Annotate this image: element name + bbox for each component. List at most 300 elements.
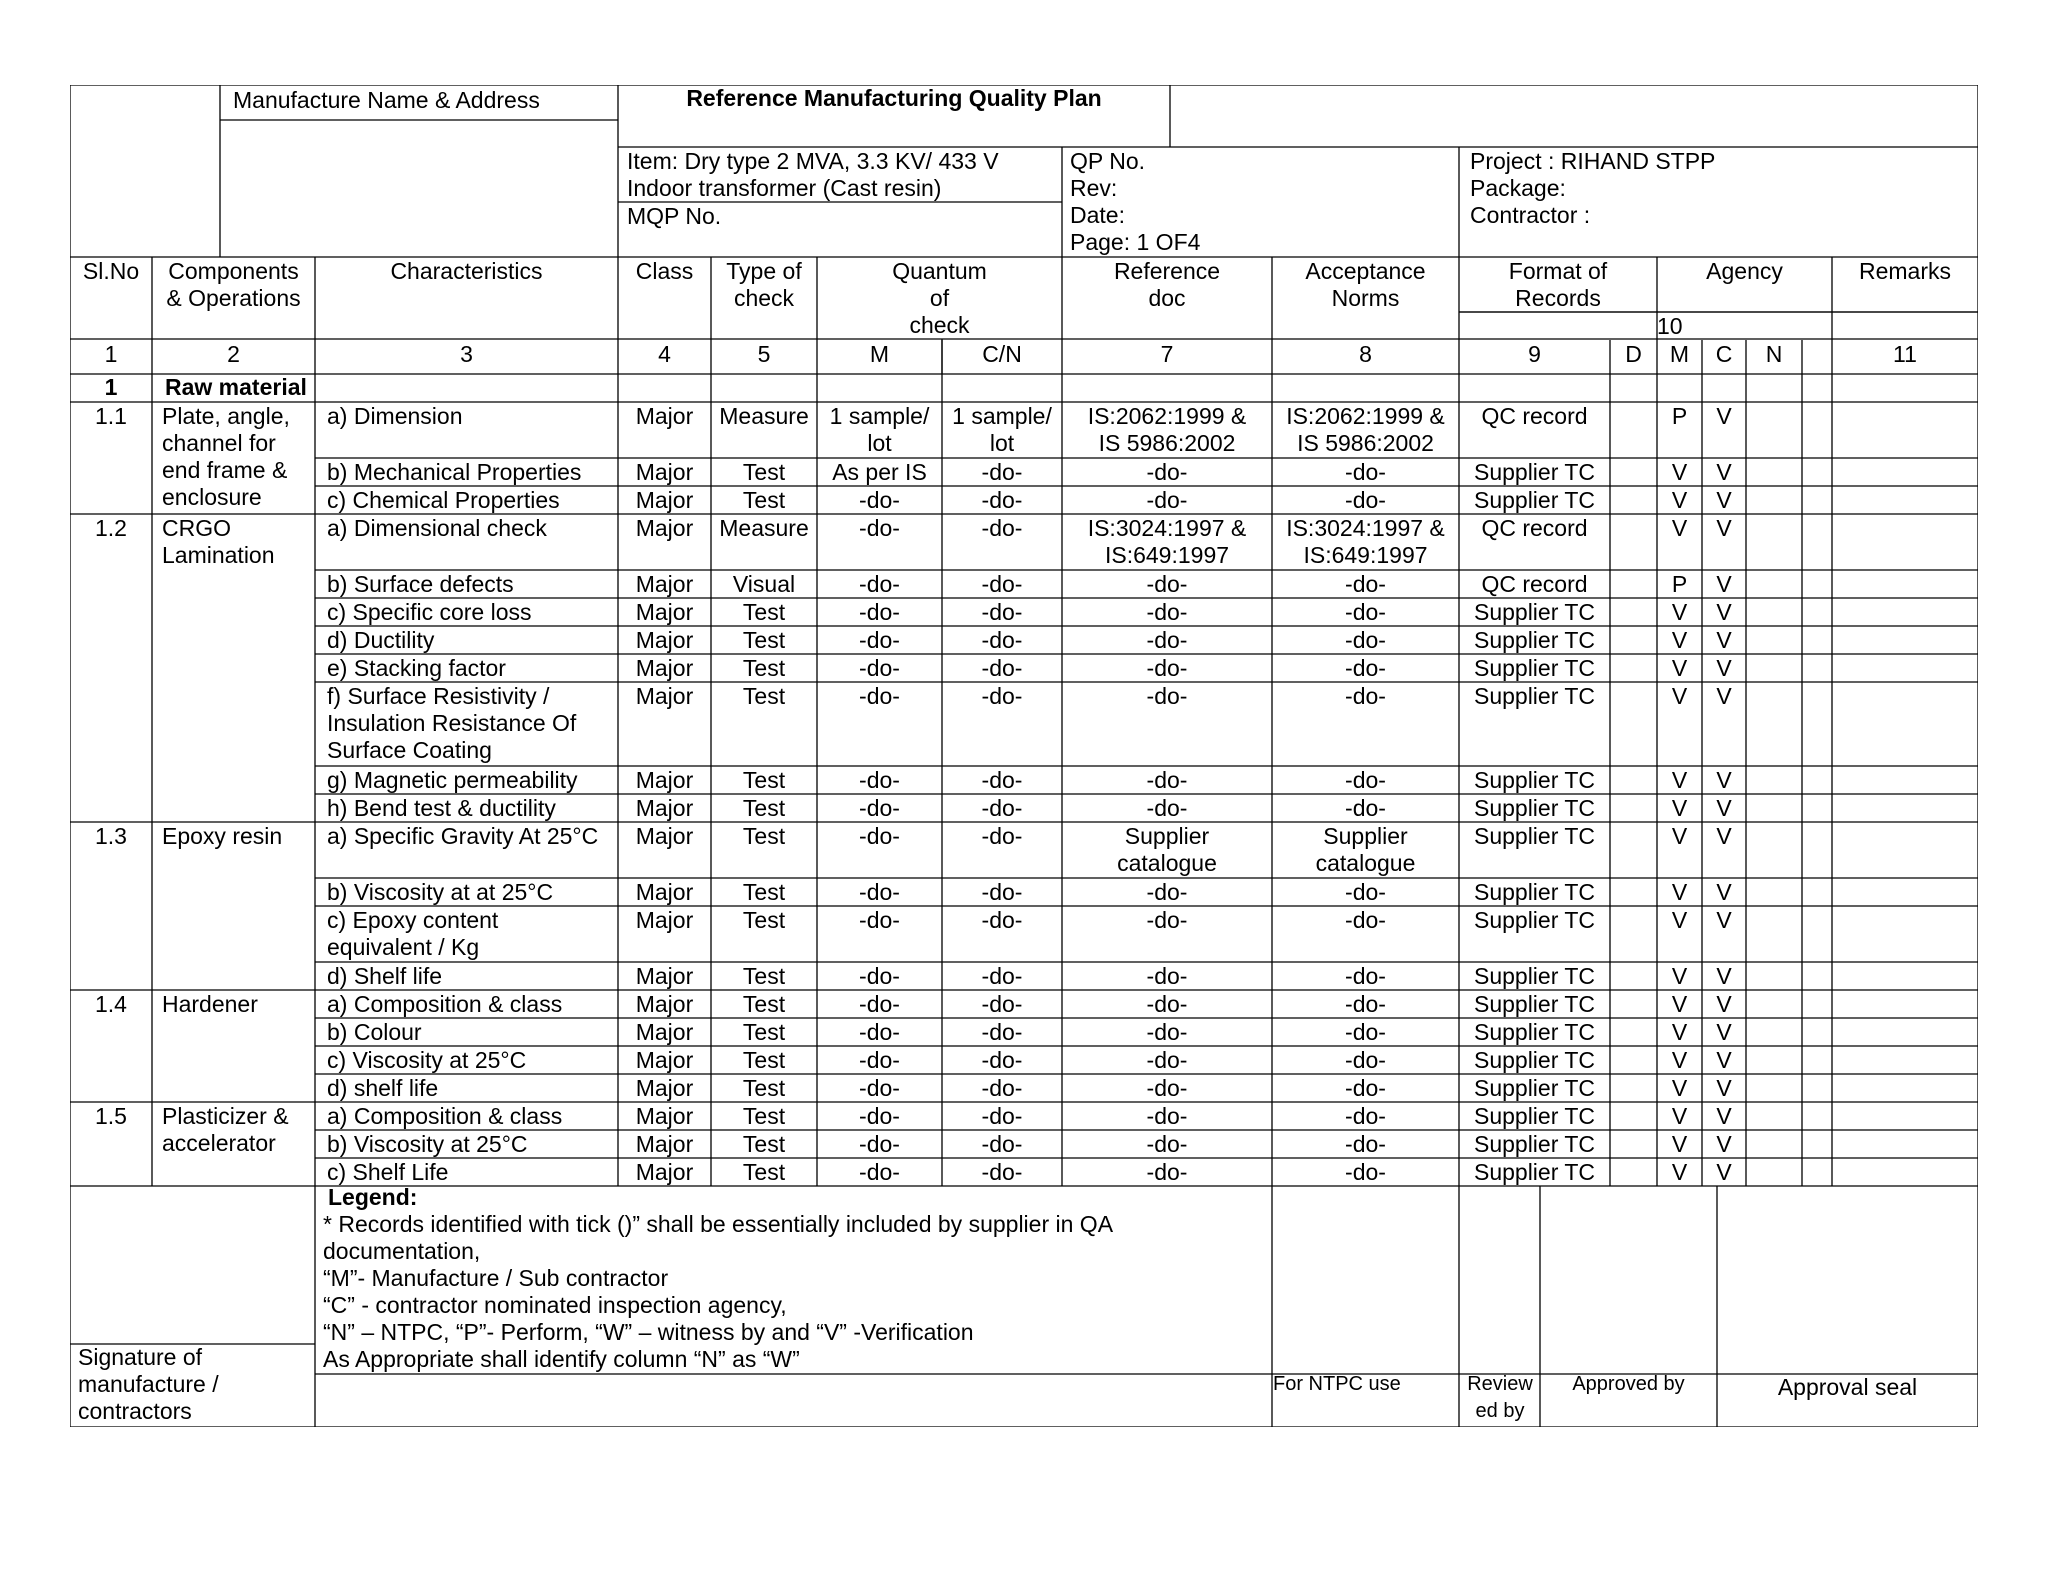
agency-c: V <box>1716 907 1732 933</box>
record-format: QC record <box>1481 571 1588 597</box>
quantum-m: -do- <box>859 823 900 849</box>
agency-m: V <box>1671 879 1688 905</box>
acceptance-norm: -do- <box>1345 1103 1386 1129</box>
check-type: Test <box>742 487 786 513</box>
class-value: Major <box>635 487 694 513</box>
agency-c: V <box>1716 963 1732 989</box>
characteristic: c) Epoxy content <box>327 907 499 933</box>
quantum-m: As per IS <box>832 459 927 485</box>
col-quantum: check <box>909 312 970 338</box>
manufacturer-label: Manufacture Name & Address <box>233 87 540 113</box>
quantum-m: -do- <box>859 599 900 625</box>
record-format: Supplier TC <box>1473 1131 1596 1157</box>
characteristic: c) Shelf Life <box>327 1159 449 1185</box>
agency-m: V <box>1671 655 1688 681</box>
approval-seal: Approval seal <box>1777 1374 1918 1400</box>
col-agency-number: 10 <box>1657 313 1683 339</box>
mqp-number: MQP No. <box>627 203 722 229</box>
class-value: Major <box>635 1131 694 1157</box>
agency-c: V <box>1716 627 1732 653</box>
quantum-cn: -do- <box>981 823 1023 849</box>
characteristic: b) Surface defects <box>327 571 514 597</box>
check-type: Test <box>742 1047 786 1073</box>
acceptance-norm: -do- <box>1345 627 1386 653</box>
col-reference-doc: Reference <box>1113 258 1221 284</box>
quantum-cn: -do- <box>981 627 1023 653</box>
reference-doc: -do- <box>1146 459 1188 485</box>
quantum-cn: -do- <box>981 879 1023 905</box>
reviewed-by: Review <box>1467 1373 1533 1395</box>
group-component: Epoxy resin <box>162 823 283 849</box>
group-component: Plate, angle, <box>162 403 290 429</box>
quantum-cn: -do- <box>981 655 1023 681</box>
agency-m: P <box>1671 571 1688 597</box>
group-number: 1.5 <box>95 1103 127 1129</box>
quantum-m: -do- <box>859 795 900 821</box>
reference-doc: -do- <box>1146 655 1188 681</box>
class-value: Major <box>635 767 694 793</box>
agency-c: V <box>1716 1019 1732 1045</box>
col-slno: Sl.No <box>82 258 140 284</box>
reference-doc: -do- <box>1146 1103 1188 1129</box>
class-value: Major <box>635 1159 694 1185</box>
group-number: 1.4 <box>95 991 127 1017</box>
quantum-m: -do- <box>859 1019 900 1045</box>
acceptance-norm: Supplier <box>1323 823 1408 849</box>
col-number: C <box>1715 341 1733 367</box>
characteristic: h) Bend test & ductility <box>327 795 556 821</box>
agency-m: V <box>1671 599 1688 625</box>
record-format: Supplier TC <box>1473 907 1596 933</box>
acceptance-norm: -do- <box>1345 571 1386 597</box>
col-class: Class <box>635 258 694 284</box>
col-number: M <box>869 341 890 367</box>
characteristic: c) Chemical Properties <box>327 487 560 513</box>
characteristic: a) Dimensional check <box>327 515 547 541</box>
acceptance-norm: -do- <box>1345 1019 1386 1045</box>
characteristic: b) Viscosity at 25°C <box>327 1131 528 1157</box>
reference-doc: -do- <box>1146 1131 1188 1157</box>
col-characteristics: Characteristics <box>390 258 543 284</box>
acceptance-norm: -do- <box>1345 767 1386 793</box>
characteristic: a) Composition & class <box>327 991 563 1017</box>
agency-c: V <box>1716 991 1732 1017</box>
characteristic: a) Composition & class <box>327 1103 563 1129</box>
record-format: QC record <box>1481 403 1588 429</box>
characteristic: a) Specific Gravity At 25°C <box>327 823 599 849</box>
check-type: Visual <box>732 571 796 597</box>
quantum-m: -do- <box>859 963 900 989</box>
col-number: N <box>1765 341 1783 367</box>
characteristic: e) Stacking factor <box>327 655 506 681</box>
col-type-of-check: Type of <box>726 258 802 284</box>
record-format: Supplier TC <box>1473 991 1596 1017</box>
agency-m: P <box>1671 403 1688 429</box>
agency-c: V <box>1716 879 1732 905</box>
record-format: QC record <box>1481 515 1588 541</box>
record-format: Supplier TC <box>1473 795 1596 821</box>
signature-label: manufacture / <box>78 1371 219 1397</box>
qp-number: QP No. <box>1070 148 1145 174</box>
group-component: end frame & <box>162 457 288 483</box>
agency-m: V <box>1671 1019 1688 1045</box>
col-number: 9 <box>1528 341 1541 367</box>
group-component: Plasticizer & <box>162 1103 289 1129</box>
acceptance-norm: -do- <box>1345 991 1386 1017</box>
reference-doc: -do- <box>1146 991 1188 1017</box>
record-format: Supplier TC <box>1473 627 1596 653</box>
quantum-m: -do- <box>859 991 900 1017</box>
agency-m: V <box>1671 683 1688 709</box>
agency-c: V <box>1716 487 1732 513</box>
signature-label: Signature of <box>78 1344 203 1370</box>
characteristic: c) Specific core loss <box>327 599 532 625</box>
col-quantum: of <box>929 285 950 311</box>
quantum-m: -do- <box>859 655 900 681</box>
check-type: Test <box>742 599 786 625</box>
agency-c: V <box>1716 823 1732 849</box>
reference-doc: -do- <box>1146 907 1188 933</box>
reference-doc: -do- <box>1146 487 1188 513</box>
for-ntpc-use: For NTPC use <box>1273 1373 1401 1395</box>
group-component: Lamination <box>162 542 275 568</box>
reference-doc: -do- <box>1146 1019 1188 1045</box>
quantum-cn: -do- <box>981 683 1023 709</box>
col-number: 7 <box>1160 341 1174 367</box>
characteristic: g) Magnetic permeability <box>327 767 578 793</box>
col-number: C/N <box>982 341 1022 367</box>
record-format: Supplier TC <box>1473 1075 1596 1101</box>
quantum-cn: -do- <box>981 963 1023 989</box>
acceptance-norm: -do- <box>1345 655 1386 681</box>
agency-m: V <box>1671 1075 1688 1101</box>
record-format: Supplier TC <box>1473 1047 1596 1073</box>
record-format: Supplier TC <box>1473 1159 1596 1185</box>
check-type: Test <box>742 907 786 933</box>
reference-doc: IS:649:1997 <box>1104 542 1230 568</box>
quantum-cn: -do- <box>981 991 1023 1017</box>
class-value: Major <box>635 599 694 625</box>
page-title: Reference Manufacturing Quality Plan <box>686 85 1102 111</box>
group-number: 1.2 <box>95 515 127 541</box>
acceptance-norm: -do- <box>1345 1075 1386 1101</box>
check-type: Test <box>742 767 786 793</box>
agency-m: V <box>1671 963 1688 989</box>
col-number: 11 <box>1893 341 1917 367</box>
acceptance-norm: -do- <box>1345 1047 1386 1073</box>
class-value: Major <box>635 1103 694 1129</box>
agency-c: V <box>1716 767 1732 793</box>
quantum-cn: -do- <box>981 1019 1023 1045</box>
col-agency: Agency <box>1706 258 1783 284</box>
legend-title: Legend: <box>328 1184 418 1210</box>
col-reference-doc: doc <box>1148 285 1186 311</box>
characteristic: b) Mechanical Properties <box>327 459 582 485</box>
quantum-cn: -do- <box>981 907 1023 933</box>
quantum-m: -do- <box>859 487 900 513</box>
col-number: 2 <box>227 341 240 367</box>
section-number: 1 <box>104 374 118 400</box>
col-number: 5 <box>757 341 771 367</box>
reference-doc: -do- <box>1146 767 1188 793</box>
col-components: Components <box>168 258 299 284</box>
acceptance-norm: -do- <box>1345 1159 1386 1185</box>
characteristic: d) shelf life <box>327 1075 439 1101</box>
quantum-m: -do- <box>859 907 900 933</box>
acceptance-norm: IS 5986:2002 <box>1297 430 1434 456</box>
reference-doc: -do- <box>1146 599 1188 625</box>
characteristic: f) Surface Resistivity / <box>327 683 550 709</box>
quantum-cn: lot <box>989 430 1015 456</box>
quantum-cn: -do- <box>981 1047 1023 1073</box>
record-format: Supplier TC <box>1473 459 1596 485</box>
reviewed-by: ed by <box>1475 1400 1525 1422</box>
characteristic: Surface Coating <box>327 737 492 763</box>
acceptance-norm: -do- <box>1345 879 1386 905</box>
agency-m: V <box>1671 515 1688 541</box>
agency-c: V <box>1716 1047 1732 1073</box>
col-format-of-records: Format of <box>1508 258 1608 284</box>
agency-m: V <box>1671 1159 1688 1185</box>
quantum-cn: -do- <box>981 795 1023 821</box>
acceptance-norm: catalogue <box>1315 850 1416 876</box>
record-format: Supplier TC <box>1473 823 1596 849</box>
reference-doc: -do- <box>1146 963 1188 989</box>
characteristic: b) Colour <box>327 1019 422 1045</box>
quantum-cn: -do- <box>981 599 1023 625</box>
date: Date: <box>1070 202 1125 228</box>
quantum-cn: -do- <box>981 1075 1023 1101</box>
section-title: Raw material <box>165 374 307 400</box>
reference-doc: Supplier <box>1124 823 1210 849</box>
quantum-m: -do- <box>859 1075 900 1101</box>
class-value: Major <box>635 683 694 709</box>
record-format: Supplier TC <box>1473 879 1596 905</box>
characteristic: equivalent / Kg <box>327 934 480 960</box>
class-value: Major <box>635 795 694 821</box>
quantum-cn: -do- <box>981 515 1023 541</box>
reference-doc: catalogue <box>1117 850 1217 876</box>
group-component: accelerator <box>162 1130 276 1156</box>
reference-doc: -do- <box>1146 683 1188 709</box>
quantum-m: -do- <box>859 515 900 541</box>
record-format: Supplier TC <box>1473 1103 1596 1129</box>
acceptance-norm: -do- <box>1345 907 1386 933</box>
agency-m: V <box>1671 823 1688 849</box>
class-value: Major <box>635 1019 694 1045</box>
reference-doc: -do- <box>1146 879 1188 905</box>
col-type-of-check: check <box>733 285 795 311</box>
check-type: Test <box>742 655 786 681</box>
group-number: 1.3 <box>95 823 127 849</box>
approved-by: Approved by <box>1572 1373 1685 1395</box>
reference-doc: -do- <box>1146 795 1188 821</box>
package: Package: <box>1470 175 1566 201</box>
quantum-m: -do- <box>859 1131 900 1157</box>
legend-line: “N” – NTPC, “P”- Perform, “W” – witness by and “V” -Verification <box>323 1319 974 1345</box>
item-description: Item: Dry type 2 MVA, 3.3 KV/ 433 V <box>627 148 999 174</box>
col-number: 4 <box>658 341 671 367</box>
legend-line: “C” - contractor nominated inspection agency, <box>323 1292 787 1318</box>
reference-doc: -do- <box>1146 1159 1188 1185</box>
quantum-m: -do- <box>859 683 900 709</box>
acceptance-norm: IS:649:1997 <box>1303 542 1428 568</box>
agency-c: V <box>1716 1159 1732 1185</box>
class-value: Major <box>635 627 694 653</box>
check-type: Test <box>742 627 786 653</box>
agency-c: V <box>1716 571 1732 597</box>
agency-m: V <box>1671 1131 1688 1157</box>
agency-m: V <box>1671 907 1688 933</box>
class-value: Major <box>635 991 694 1017</box>
agency-m: V <box>1671 1047 1688 1073</box>
col-number: 8 <box>1359 341 1372 367</box>
record-format: Supplier TC <box>1473 683 1596 709</box>
check-type: Test <box>742 963 786 989</box>
check-type: Test <box>742 1159 786 1185</box>
class-value: Major <box>635 823 694 849</box>
agency-c: V <box>1716 795 1732 821</box>
check-type: Measure <box>719 515 809 541</box>
contractor: Contractor : <box>1470 202 1591 228</box>
legend-line: * Records identified with tick ()” shall be essentially included by supplier in QA <box>323 1211 1114 1237</box>
agency-m: V <box>1671 487 1688 513</box>
quantum-cn: -do- <box>981 767 1023 793</box>
agency-m: V <box>1671 767 1688 793</box>
quantum-m: 1 sample/ <box>829 403 930 429</box>
legend-line: As Appropriate shall identify column “N” as “W” <box>323 1346 800 1372</box>
agency-c: V <box>1716 1131 1732 1157</box>
agency-c: V <box>1716 459 1732 485</box>
quantum-cn: -do- <box>981 459 1023 485</box>
agency-c: V <box>1716 1103 1732 1129</box>
class-value: Major <box>635 515 694 541</box>
agency-c: V <box>1716 1075 1732 1101</box>
agency-c: V <box>1716 515 1732 541</box>
group-component: enclosure <box>162 484 262 510</box>
col-number: 3 <box>460 341 473 367</box>
check-type: Test <box>742 1103 786 1129</box>
reference-doc: -do- <box>1146 1075 1188 1101</box>
item-description: Indoor transformer (Cast resin) <box>627 175 942 201</box>
acceptance-norm: -do- <box>1345 963 1386 989</box>
signature-label: contractors <box>78 1398 192 1424</box>
check-type: Test <box>742 795 786 821</box>
quantum-cn: -do- <box>981 1103 1023 1129</box>
class-value: Major <box>635 571 694 597</box>
class-value: Major <box>635 907 694 933</box>
agency-c: V <box>1716 403 1732 429</box>
quantum-m: -do- <box>859 1103 900 1129</box>
characteristic: Insulation Resistance Of <box>327 710 577 736</box>
reference-doc: -do- <box>1146 571 1188 597</box>
reference-doc: IS:2062:1999 & <box>1087 403 1247 429</box>
quantum-m: -do- <box>859 879 900 905</box>
agency-m: V <box>1671 627 1688 653</box>
acceptance-norm: -do- <box>1345 487 1386 513</box>
quantum-cn: -do- <box>981 571 1023 597</box>
check-type: Test <box>742 879 786 905</box>
check-type: Test <box>742 823 786 849</box>
col-remarks: Remarks <box>1858 258 1951 284</box>
quantum-cn: 1 sample/ <box>952 403 1052 429</box>
class-value: Major <box>635 403 694 429</box>
agency-c: V <box>1716 599 1732 625</box>
record-format: Supplier TC <box>1473 767 1596 793</box>
acceptance-norm: -do- <box>1345 459 1386 485</box>
characteristic: b) Viscosity at at 25°C <box>327 879 554 905</box>
acceptance-norm: -do- <box>1345 683 1386 709</box>
group-component: Hardener <box>162 991 258 1017</box>
record-format: Supplier TC <box>1473 655 1596 681</box>
record-format: Supplier TC <box>1473 963 1596 989</box>
check-type: Test <box>742 683 786 709</box>
group-component: channel for <box>162 430 276 456</box>
quantum-m: -do- <box>859 1047 900 1073</box>
class-value: Major <box>635 963 694 989</box>
quantum-cn: -do- <box>981 1131 1023 1157</box>
class-value: Major <box>635 655 694 681</box>
quantum-m: -do- <box>859 767 900 793</box>
class-value: Major <box>635 879 694 905</box>
quantum-m: -do- <box>859 1159 900 1185</box>
page-number: Page: 1 OF4 <box>1070 229 1201 255</box>
check-type: Test <box>742 991 786 1017</box>
col-acceptance-norms: Acceptance <box>1305 258 1426 284</box>
check-type: Measure <box>719 403 809 429</box>
agency-m: V <box>1671 459 1688 485</box>
record-format: Supplier TC <box>1473 1019 1596 1045</box>
col-acceptance-norms: Norms <box>1331 285 1400 311</box>
characteristic: c) Viscosity at 25°C <box>327 1047 527 1073</box>
quality-plan-sheet <box>70 85 1978 1427</box>
acceptance-norm: -do- <box>1345 599 1386 625</box>
check-type: Test <box>742 1131 786 1157</box>
agency-c: V <box>1716 683 1732 709</box>
check-type: Test <box>742 1019 786 1045</box>
col-format-of-records: Records <box>1515 285 1601 311</box>
quantum-cn: -do- <box>981 487 1023 513</box>
acceptance-norm: IS:3024:1997 & <box>1286 515 1445 541</box>
quantum-m: lot <box>867 430 892 456</box>
agency-c: V <box>1716 655 1732 681</box>
col-components: & Operations <box>166 285 301 311</box>
acceptance-norm: -do- <box>1345 795 1386 821</box>
quantum-cn: -do- <box>981 1159 1023 1185</box>
reference-doc: IS 5986:2002 <box>1098 430 1236 456</box>
quantum-m: -do- <box>859 627 900 653</box>
group-number: 1.1 <box>95 403 127 429</box>
class-value: Major <box>635 1047 694 1073</box>
class-value: Major <box>635 459 694 485</box>
class-value: Major <box>635 1075 694 1101</box>
legend-line: documentation, <box>323 1238 481 1264</box>
reference-doc: -do- <box>1146 627 1188 653</box>
col-number: M <box>1669 341 1690 367</box>
reference-doc: IS:3024:1997 & <box>1087 515 1247 541</box>
legend-line: “M”- Manufacture / Sub contractor <box>323 1265 669 1291</box>
col-number: 1 <box>104 341 118 367</box>
agency-m: V <box>1671 1103 1688 1129</box>
col-number: D <box>1625 341 1642 367</box>
quantum-m: -do- <box>859 571 900 597</box>
revision: Rev: <box>1070 175 1118 201</box>
acceptance-norm: -do- <box>1345 1131 1386 1157</box>
reference-doc: -do- <box>1146 1047 1188 1073</box>
record-format: Supplier TC <box>1473 599 1596 625</box>
col-quantum: Quantum <box>892 258 987 284</box>
characteristic: d) Shelf life <box>327 963 443 989</box>
